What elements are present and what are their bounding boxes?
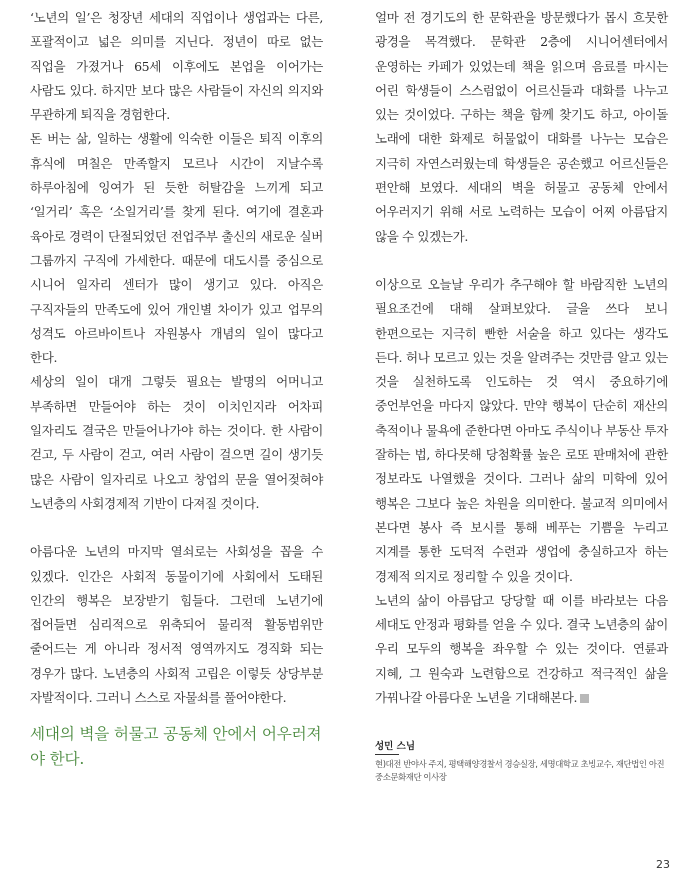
paragraph: 돈 버는 삶, 일하는 생활에 익숙한 이들은 퇴직 이후의 휴식에 며칠은 만족할지 모르나 시간이 지날수록 하루아침에 잉여가 된 듯한 허탈감을 느끼게 되고 ‘일거리’ 혹은 ‘소일거리’를 찾게 된다. 여기에 결혼과 육아로 경력이 단절되었던 전업주부 출신의 새로운 실버 그룹까지 구직에 가세한다. 때문에 대도시를 중심으로 시니어 일자리 센터가 많이 생기고 있다. 아직은 구직자들의 만족도에 있어 개인별 차이가 있고 업무의 성격도 아르바이트나 자원봉사 개념의 일이 많다고 한다. xyxy=(30,131,323,366)
author-name: 성민 스님 xyxy=(375,738,668,755)
paragraph: 이상으로 오늘날 우리가 추구해야 할 바람직한 노년의 필요조건에 대해 살펴보았다. 글을 쓰다 보니 한편으로는 지극히 빤한 서술을 하고 있다는 생각도 든다. 허나 모르고 있는 것을 알려주는 것만큼 알고 있는 것을 실천하도록 인도하는 것 역시 중요하기에 중언부언을 마다지 않았다. 만약 행복이 단순히 재산의 축적이나 물욕에 준한다면 아마도 주식이나 부동산 투자 잘하는 법, 하다못해 당첨확률 높은 로또 판매처에 관한 정보라도 나열했을 것이다. 그러나 삶의 미학에 있어 행복은 그보다 높은 차원을 의미한다. 불교적 의미에서 본다면 봉사 즉 보시를 통해 베푸는 기쁨을 누리고 지계를 통한 도덕적 수련과 생업에 충실하고자 하는 경제적 의지로 정리할 수 있을 것이다. xyxy=(375,276,668,584)
final-paragraph xyxy=(375,589,668,710)
paragraph-spacer xyxy=(30,516,323,540)
page-number: 23 xyxy=(656,858,670,871)
pull-quote: 세대의 벽을 허물고 공동체 안에서 어우러져야 한다. xyxy=(30,725,322,769)
paragraph: 아름다운 노년의 마지막 열쇠로는 사회성을 꼽을 수 있겠다. 인간은 사회적 동물이기에 사회에서 도태된 인간의 행복은 보장받기 힘들다. 그런데 노년기에 접어들면 심리적으로 위축되어 물리적 활동범위만 줄어드는 게 아니라 정서적 영역까지도 경직화 되는 경우가 많다. 노년층의 사회적 고립은 이렇듯 상당부분 자발적이다. 그러니 스스로 자물쇠를 풀어야한다. xyxy=(30,544,323,706)
right-column xyxy=(375,6,668,784)
paragraph-spacer xyxy=(375,249,668,273)
author-bio: 현)대전 반야사 주지, 평택해양경찰서 경승실장, 세명대학교 초빙교수, 재단법인 아진중소문화재단 이사장 xyxy=(375,759,665,783)
end-mark-icon xyxy=(580,694,589,703)
paragraph: 얼마 전 경기도의 한 문학관을 방문했다가 몹시 흐뭇한 광경을 목격했다. 문학관 2층에 시니어센터에서 운영하는 카페가 있었는데 책을 읽으며 음료를 마시는 어린 학생들이 스스럼없이 어르신들과 대화를 나누고 있는 것이었다. 구하는 책을 함께 찾기도 하고, 아이돌 노래에 대한 화제로 허물없이 대화를 나누는 모습은 지극히 자연스러웠는데 학생들은 공손했고 어르신들은 편안해 보였다. 세대의 벽을 허물고 공동체 안에서 어우러지기 위해 서로 노력하는 모습이 어찌 아름답지 않을 수 있겠는가. xyxy=(375,10,668,244)
paragraph: 세상의 일이 대개 그렇듯 필요는 발명의 어머니고 부족하면 만들어야 하는 것이 이치인지라 어차피 일자리도 결국은 만들어나가야 하는 것이다. 한 사람이 걷고, 두 사람이 걷고, 여러 사람이 걸으면 길이 생기듯 많은 사람이 일자리로 나오고 창업의 문을 열어젖혀야 노년층의 사회경제적 기반이 다져질 것이다. xyxy=(30,374,323,511)
paragraph-text: 노년의 삶이 아름답고 당당할 때 이를 바라보는 다음 세대도 안정과 평화를 얻을 수 있다. 결국 노년층의 삶이 우리 모두의 행복을 좌우할 수 있는 것이다. 연륜과 지혜, 그 원숙과 노련함으로 건강하고 적극적인 삶을 가꿔나갈 아름다운 노년을 기대해본다. xyxy=(375,592,668,706)
paragraph: ‘노년의 일’은 청장년 세대의 직업이나 생업과는 다른, 포괄적이고 넓은 의미를 지닌다. 정년이 따로 없는 직업을 가졌거나 65세 이후에도 본업을 이어가는 사람도 있다. 하지만 보다 많은 사람들이 자신의 의지와 무관하게 퇴직을 경험한다. xyxy=(30,10,323,123)
author-box xyxy=(375,738,668,784)
left-column xyxy=(30,6,323,772)
